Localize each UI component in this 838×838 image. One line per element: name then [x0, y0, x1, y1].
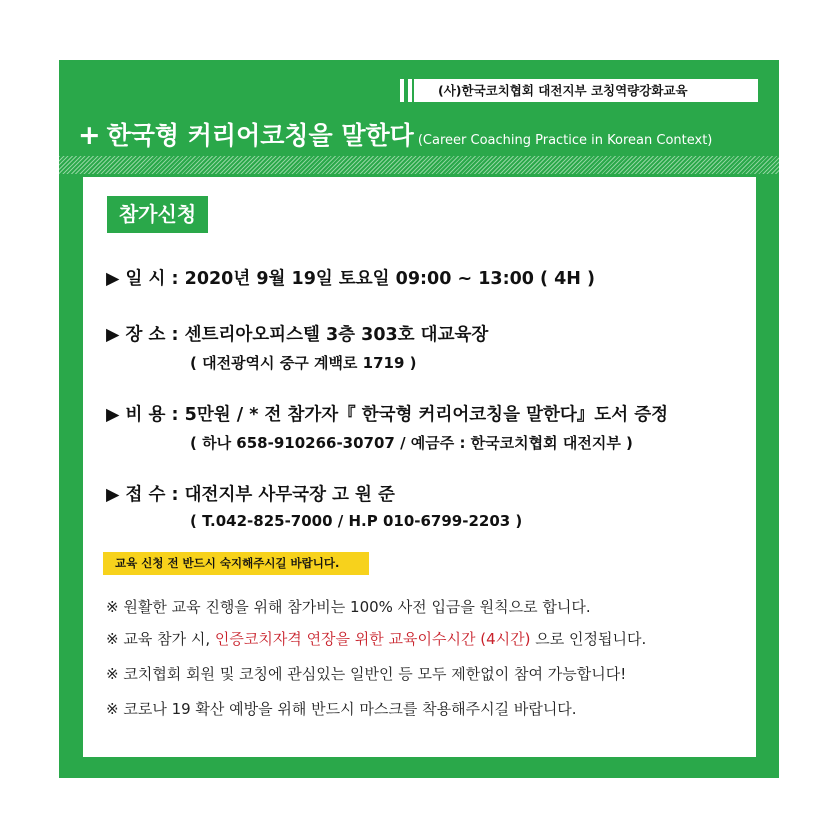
note-2-post: 으로 인정됩니다. — [530, 630, 647, 648]
detail-contact — [106, 481, 522, 530]
title-main: 한국형 커리어코칭을 말한다 — [106, 121, 414, 150]
detail-main: ▶ 접 수 : 대전지부 사무국장 고 원 준 — [106, 485, 395, 505]
detail-main: ▶ 일 시 : 2020년 9월 19일 토요일 09:00 ~ 13:00 ( 4H ) — [106, 269, 596, 289]
org-bar — [400, 79, 758, 102]
note-2-pre: ※ 교육 참가 시, — [106, 630, 215, 648]
note-2-highlight: 인증코치자격 연장을 위한 교육이수시간 (4시간) — [214, 630, 531, 648]
section-badge: 참가신청 — [107, 196, 208, 233]
title-subtitle: (Career Coaching Practice in Korean Context) — [417, 133, 713, 148]
notice-banner: 교육 신청 전 반드시 숙지해주시길 바랍니다. — [103, 552, 369, 575]
bar-accent — [404, 79, 408, 102]
detail-date — [106, 265, 595, 290]
detail-main: ▶ 장 소 : 센트리아오피스텔 3층 303호 대교육장 — [106, 325, 489, 345]
detail-cost — [106, 401, 668, 453]
note-1: ※ 원활한 교육 진행을 위해 참가비는 100% 사전 입금을 원칙으로 합니다. — [106, 598, 591, 616]
page-title — [78, 116, 712, 152]
note-4: ※ 코로나 19 확산 예방을 위해 반드시 마스크를 착용해주시길 바랍니다. — [106, 700, 577, 718]
note-3: ※ 코치협회 회원 및 코칭에 관심있는 일반인 등 모두 제한없이 참여 가능합니다! — [106, 665, 627, 683]
bar-accent — [412, 79, 414, 102]
hatch-divider — [59, 156, 779, 174]
detail-place — [106, 321, 488, 373]
detail-sub: ( 하나 658-910266-30707 / 예금주 : 한국코치협회 대전지부 ) — [190, 434, 633, 452]
detail-sub: ( T.042-825-7000 / H.P 010-6799-2203 ) — [190, 512, 523, 530]
detail-main: ▶ 비 용 : 5만원 / * 전 참가자『 한국형 커리어코칭을 말한다』도서 증정 — [106, 405, 669, 425]
plus-icon: + — [78, 120, 101, 151]
note-2 — [106, 628, 646, 649]
org-name: (사)한국코치협회 대전지부 코칭역량강화교육 — [438, 83, 688, 98]
detail-sub: ( 대전광역시 중구 계백로 1719 ) — [190, 354, 417, 372]
